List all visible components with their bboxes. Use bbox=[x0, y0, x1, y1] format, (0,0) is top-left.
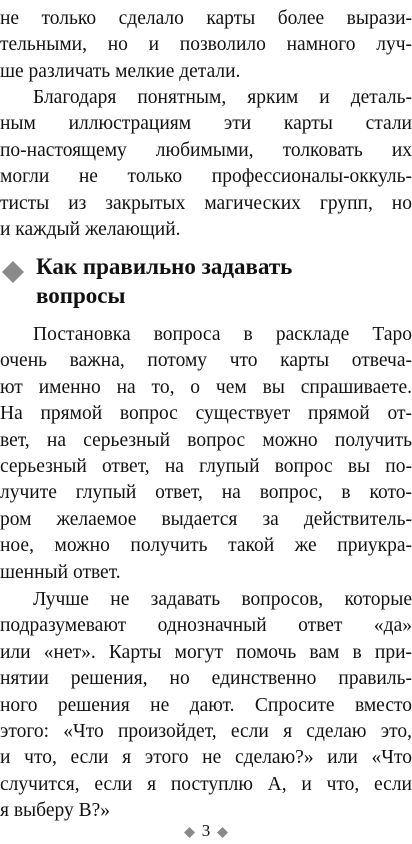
text-line: по-настоящему любимыми, толковать их bbox=[0, 139, 412, 161]
text-line: и каждый желающий. bbox=[0, 218, 181, 240]
text-line: ным иллюстрациям эти карты стали bbox=[0, 113, 412, 135]
page-number: 3 bbox=[201, 821, 211, 840]
text-line: ше различать мелкие детали. bbox=[0, 60, 241, 82]
text-line: этого: «Что произойдет, если я сделаю это, bbox=[0, 720, 412, 742]
text-line: или «нет». Карты могут помочь вам в при- bbox=[0, 641, 412, 663]
diamond-icon bbox=[184, 827, 195, 838]
paragraph-illustrations bbox=[0, 85, 412, 243]
text-line: подразумевают однозначный ответ «да» bbox=[0, 615, 412, 637]
text-line: и что, если я этого не сделаю?» или «Что bbox=[0, 747, 412, 769]
text-line: тельными, но и позволило намного луч- bbox=[0, 34, 412, 56]
text-line: не только сделало карты более вырази- bbox=[0, 8, 412, 29]
text-line: ром желаемое выдается за действитель- bbox=[0, 508, 412, 530]
text-line: ют именно на то, о чем вы спрашиваете. bbox=[0, 376, 412, 398]
text-line: На прямой вопрос существует прямой от- bbox=[0, 403, 412, 425]
text-line: ное, можно получить такой же приукра- bbox=[0, 535, 412, 557]
text-line: ного решения не дают. Спросите вместо bbox=[0, 694, 412, 716]
text-line: Лучше не задавать вопросов, которые bbox=[33, 589, 412, 610]
paragraph-yes-no-questions bbox=[0, 587, 412, 825]
section-title bbox=[36, 252, 406, 310]
page-footer bbox=[0, 818, 412, 844]
text-line: случится, если я поступлю А, и что, если bbox=[0, 773, 412, 795]
text-line: серьезный ответ, на глупый вопрос вы по- bbox=[0, 455, 412, 477]
text-line: очень важна, потому что карты отвеча- bbox=[0, 350, 412, 372]
text-line: вет, на серьезный вопрос можно получить bbox=[0, 429, 412, 451]
text-line: Постановка вопроса в раскладе Таро bbox=[33, 324, 412, 345]
section-title-line: Как правильно задавать bbox=[36, 254, 293, 279]
diamond-icon bbox=[217, 827, 228, 838]
section-heading bbox=[0, 252, 412, 314]
text-line: я выберу В?» bbox=[0, 800, 111, 822]
text-line: лучите глупый ответ, на вопрос, в кото- bbox=[0, 482, 412, 504]
text-line: Благодаря понятным, ярким и деталь- bbox=[33, 87, 412, 108]
diamond-icon bbox=[2, 261, 24, 283]
section-title-line: вопросы bbox=[36, 283, 126, 308]
text-line: могли не только профессионалы-оккуль- bbox=[0, 166, 412, 188]
paragraph-question-importance bbox=[0, 322, 412, 586]
text-line: тисты из закрытых магических групп, но bbox=[0, 192, 412, 214]
text-line: шенный ответ. bbox=[0, 561, 121, 583]
text-line: нятии решения, но единственно правиль- bbox=[0, 668, 412, 690]
intro-paragraph bbox=[0, 6, 412, 85]
